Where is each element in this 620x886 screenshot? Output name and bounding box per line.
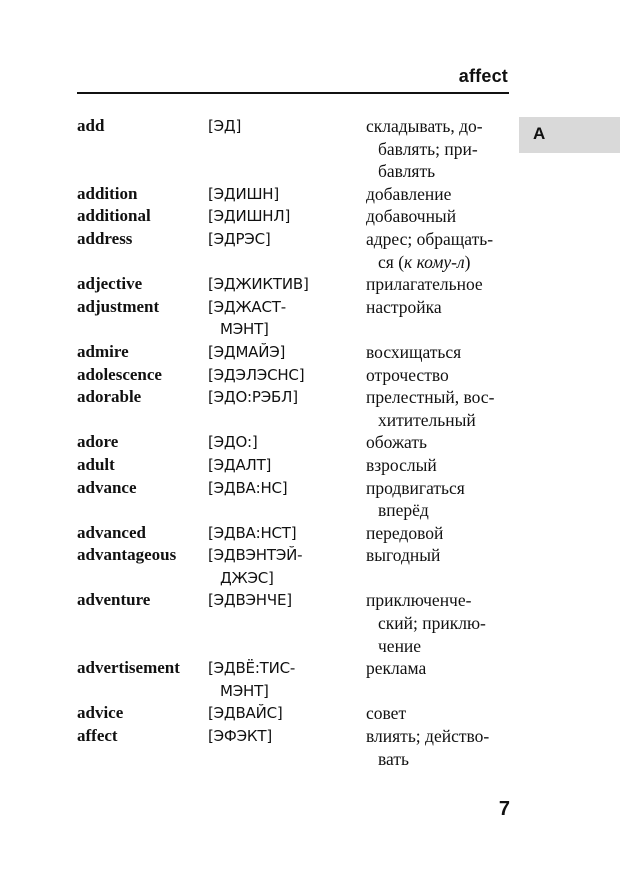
headword: advertisement xyxy=(77,658,180,678)
pronunciation: [ЭДВЭНТЭЙ- ДЖЭС] xyxy=(208,546,303,587)
pronunciation: [ЭДО:] xyxy=(208,433,258,452)
dictionary-entry xyxy=(77,725,517,770)
translation: прилагательное xyxy=(366,274,483,295)
headword: adorable xyxy=(77,387,142,407)
headword: adolescence xyxy=(77,364,162,384)
dictionary-entry xyxy=(77,386,517,431)
headword: advantageous xyxy=(77,545,177,565)
pronunciation: [ЭДИШН] xyxy=(208,184,280,203)
entry-list xyxy=(77,115,517,770)
translation: обожать xyxy=(366,432,428,453)
translation: совет xyxy=(366,703,407,724)
dictionary-entry xyxy=(77,477,517,522)
translation: добавление xyxy=(366,183,452,204)
headword: address xyxy=(77,228,133,248)
translation: передовой xyxy=(366,522,444,543)
dictionary-entry xyxy=(77,228,517,273)
translation: складывать, до- бавлять; при- бавлять xyxy=(366,116,483,182)
pronunciation: [ЭДВЭНЧЕ] xyxy=(208,591,292,610)
dictionary-entry xyxy=(77,544,517,589)
translation: продвигаться вперёд xyxy=(366,477,465,521)
translation: реклама xyxy=(366,658,427,679)
alphabet-tab: A xyxy=(519,117,620,153)
headword: advance xyxy=(77,477,137,497)
usage-note: к кому-л xyxy=(404,251,465,272)
translation: добавочный xyxy=(366,206,457,227)
pronunciation: [ЭДЖИКТИВ] xyxy=(208,275,309,294)
translation: влиять; действо- вать xyxy=(366,726,490,769)
running-head: affect xyxy=(458,66,508,86)
headword: advanced xyxy=(77,522,146,542)
headword: admire xyxy=(77,341,129,361)
dictionary-entry xyxy=(77,273,517,296)
pronunciation: [ЭДИШНЛ] xyxy=(208,207,291,226)
translation: отрочество xyxy=(366,364,449,385)
headword: advice xyxy=(77,703,124,723)
dictionary-entry xyxy=(77,205,517,228)
headword: adjective xyxy=(77,274,143,294)
dictionary-entry xyxy=(77,589,517,657)
dictionary-entry xyxy=(77,341,517,364)
dictionary-entry xyxy=(77,702,517,725)
headword: adult xyxy=(77,454,115,474)
pronunciation: [ЭДВАЙС] xyxy=(208,704,283,723)
pronunciation: [ЭДАЛТ] xyxy=(208,455,272,474)
translation: восхищаться xyxy=(366,341,462,362)
pronunciation: [ЭДРЭС] xyxy=(208,229,271,248)
translation: выгодный xyxy=(366,545,441,566)
pronunciation: [ЭФЭКТ] xyxy=(208,727,272,746)
translation: адрес; обращать- ся (к кому-л) xyxy=(366,228,494,272)
pronunciation: [ЭДВА:НС] xyxy=(208,478,288,497)
dictionary-entry xyxy=(77,183,517,206)
pronunciation: [ЭДЭЛЭСНС] xyxy=(208,365,305,384)
page-number: 7 xyxy=(498,798,510,820)
pronunciation: [ЭДВЁ:ТИС- МЭНТ] xyxy=(208,659,296,700)
header-rule xyxy=(77,92,509,94)
headword: adjustment xyxy=(77,296,160,316)
translation: приключенче- ский; приклю- чение xyxy=(366,590,486,656)
translation: прелестный, вос- хитительный xyxy=(366,387,495,430)
dictionary-entry xyxy=(77,522,517,545)
headword: additional xyxy=(77,206,151,226)
dictionary-entry xyxy=(77,657,517,702)
pronunciation: [ЭДВА:НСТ] xyxy=(208,523,297,542)
pronunciation: [ЭД] xyxy=(208,117,242,135)
pronunciation: [ЭДО:РЭБЛ] xyxy=(208,388,298,407)
translation: настройка xyxy=(366,296,442,317)
headword: affect xyxy=(77,726,118,746)
headword: addition xyxy=(77,183,138,203)
dictionary-entry xyxy=(77,454,517,477)
dictionary-entry xyxy=(77,431,517,454)
headword: add xyxy=(77,116,105,135)
dictionary-entry xyxy=(77,115,517,183)
headword: adventure xyxy=(77,590,151,610)
pronunciation: [ЭДЖАСТ- МЭНТ] xyxy=(208,297,286,339)
pronunciation: [ЭДМАЙЭ] xyxy=(208,342,286,361)
translation: взрослый xyxy=(366,454,437,475)
dictionary-entry xyxy=(77,364,517,387)
dictionary-entry xyxy=(77,296,517,341)
headword: adore xyxy=(77,432,119,452)
